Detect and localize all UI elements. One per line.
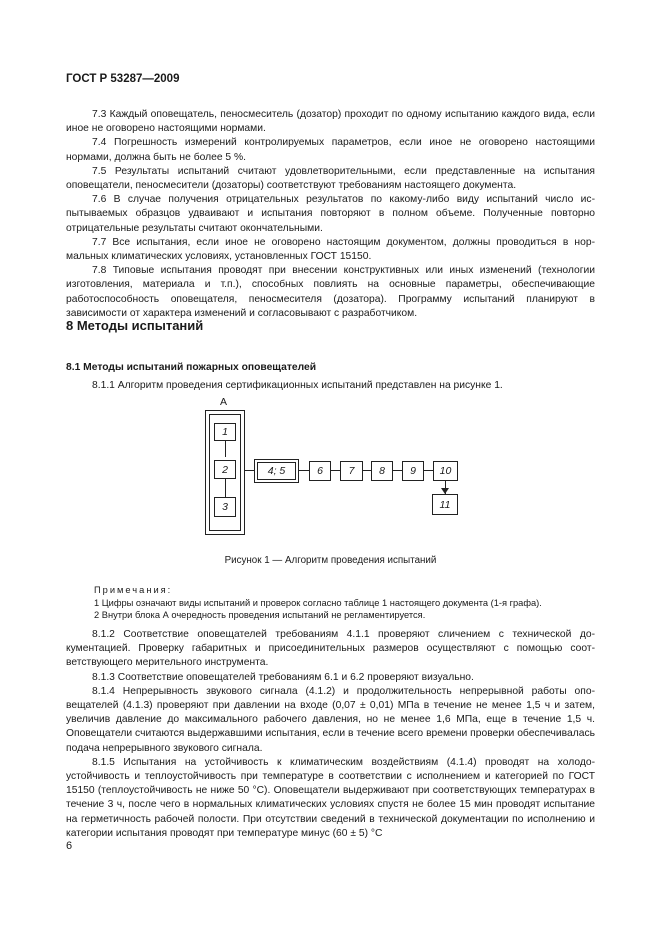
paragraph-7-3: 7.3 Каждый оповещатель, пеносмеситель (дозатор) проходит по одному испытанию каждого вида, если иное не оговорено настоящими нормами. (66, 109, 595, 135)
arrow-8-to-9 (393, 470, 402, 471)
document-code: ГОСТ Р 53287—2009 (66, 73, 180, 85)
connector-2-3 (225, 479, 226, 497)
connector-1-2 (225, 441, 226, 457)
note-2: 2 Внутри блока А очередность проведения испытаний не регламентируется. (94, 610, 426, 620)
box-1: 1 (214, 423, 236, 441)
paragraph-7-8: 7.8 Типовые испытания проводят при внесении конструктивных или иных изменений (технологии изготовления, материала и т.п.), способных повлиять на основные параметры, обеспечивающие работоспособность оповещателя, пеносмесителя (дозатора). Программу испытаний планируют в зависимости от характера изменений и согласовывают с разработчиком. (66, 265, 595, 319)
box-10: 10 (433, 461, 458, 481)
paragraph-8-1-3: 8.1.3 Соответствие оповещателей требованиям 6.1 и 6.2 проверяют визуально. (92, 671, 474, 683)
paragraph-8-1-1 (66, 379, 595, 393)
box-4-5: 4; 5 (257, 462, 296, 480)
paragraph-7-4: 7.4 Погрешность измерений контролируемых параметров, если иное не оговорено настоящими нормами, должна быть не более 5 %. (66, 137, 595, 163)
paragraph-7-6: 7.6 В случае получения отрицательных результатов по какому-либо виду испытаний число испытываемых образцов удваивают и испытания повторяют в полном объеме. Полученные повторно отрицательные результаты считают окончательными. (66, 194, 595, 234)
page-number: 6 (66, 840, 73, 852)
arrow-6-to-7 (331, 470, 340, 471)
arrow-4-5-to-6 (299, 470, 309, 471)
arrow-9-to-10 (424, 470, 433, 471)
figure-caption: Рисунок 1 — Алгоритм проведения испытаний (224, 555, 437, 566)
section-7-text (66, 108, 595, 321)
arrow-a-to-4-5 (245, 470, 254, 471)
box-9: 9 (402, 461, 424, 481)
box-2: 2 (214, 460, 236, 479)
arrow-7-to-8 (363, 470, 371, 471)
paragraph-7-7: 7.7 Все испытания, если иное не оговорено настоящим документом, должны проводиться в нормальных климатических условиях, установленных ГОСТ 15150. (66, 236, 595, 263)
notes (94, 584, 614, 622)
box-11: 11 (432, 494, 458, 515)
box-7: 7 (340, 461, 363, 481)
box-3: 3 (214, 497, 236, 517)
paragraph-8-1-2: 8.1.2 Соответствие оповещателей требованиям 4.1.1 проверяют сличением с технической документацией. Проверку габаритных и присоединительных размеров осуществляют с помощью соответствующего мерительного инструмента. (66, 629, 595, 669)
block-a-label: А (220, 396, 228, 408)
paragraph-7-5: 7.5 Результаты испытаний считают удовлетворительными, если представленные на испытания оповещатели, пеносмесители (дозаторы) соответствуют требованиям настоящего документа. (66, 165, 595, 192)
paragraph-8-1-5: 8.1.5 Испытания на устойчивость к климатическим воздействиям (4.1.4) проводят на холодоустойчивость и теплоустойчивость при температуре в соответствии с исполнением и категорией по ГОСТ 15150 (теплоустойчивость не ниже 50 °С). Оповещатели выдерживают при соответствующих температурах в течение 3 ч, после чего в нормальных климатических условиях спустя не более 15 мин проводят испытание на герметичность рабочей полости. При отсутствии сведений в технической документации по исполнению и категории испытания проводят при температуре минус (60 ± 5) °С (66, 756, 595, 839)
subsection-8-1-title: 8.1 Методы испытаний пожарных оповещателей (66, 362, 317, 373)
section-8-title: 8 Методы испытаний (66, 318, 204, 333)
box-6: 6 (309, 461, 331, 481)
box-8: 8 (371, 461, 393, 481)
paragraph-8-1-1-text: 8.1.1 Алгоритм проведения сертификационных испытаний представлен на рисунке 1. (92, 380, 503, 391)
notes-title: Примечания: (94, 585, 173, 595)
section-8-body (66, 628, 595, 841)
paragraph-8-1-4: 8.1.4 Непрерывность звукового сигнала (4.1.2) и продолжительность непрерывной работы оповещателей (4.1.3) проверяют при давлении на входе (0,07 ± 0,01) МПа в течение не менее 1,5 ч и затем, увеличив давление до максимального рабочего давления, но не менее 1,6 МПа, еще в течение 1,5 ч. Оповещатели считаются выдержавшими испытания, если в течение всего времени проверки обеспечивалась подача непрерывного звукового сигнала. (66, 685, 595, 754)
note-1: 1 Цифры означают виды испытаний и проверок согласно таблице 1 настоящего документа (1-я графа). (94, 597, 542, 608)
algorithm-diagram (0, 396, 661, 546)
